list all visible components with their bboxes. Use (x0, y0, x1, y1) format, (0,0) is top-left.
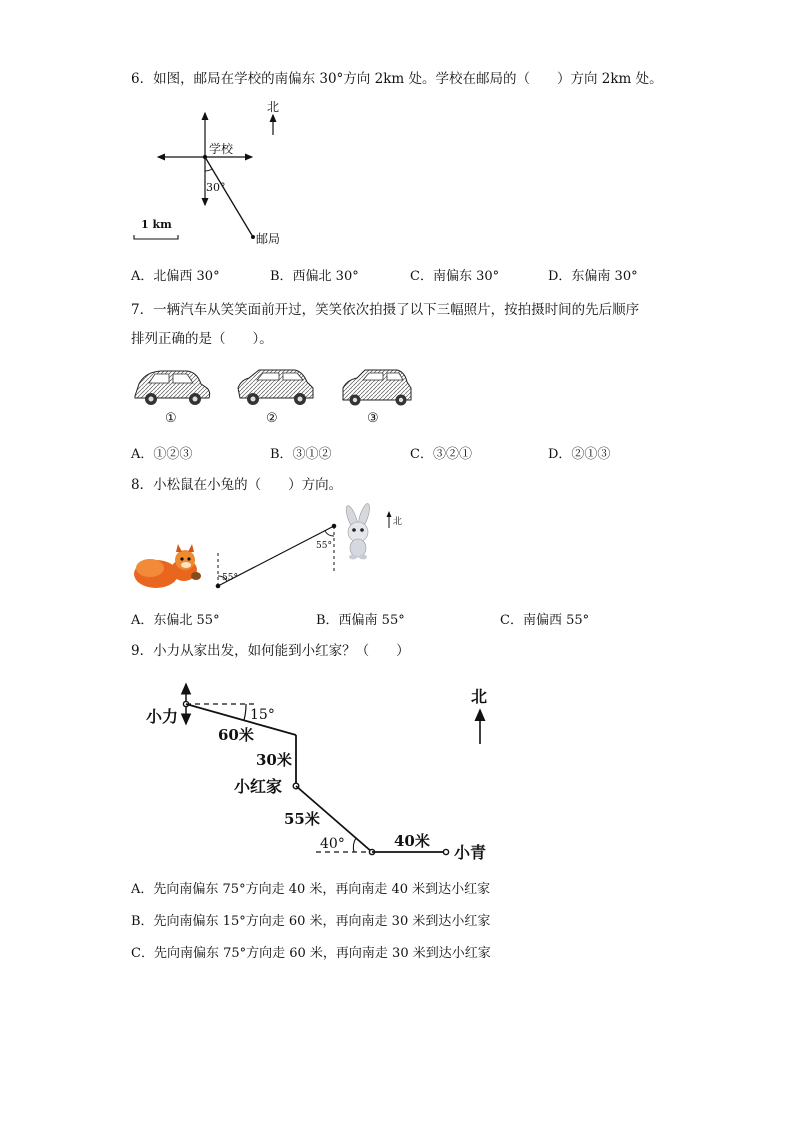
photo-label-2: ② (266, 411, 278, 426)
squirrel-image (134, 544, 201, 588)
car-photo-1 (135, 371, 210, 405)
q8-option-a[interactable]: A．东偏北 55° (131, 613, 220, 628)
q9-angle-15-arc (244, 704, 246, 720)
q6-scale-label: 1 km (141, 218, 172, 231)
q9-figure (140, 678, 510, 868)
q7-stem-line1: 7．一辆汽车从笑笑面前开过，笑笑依次拍摄了以下三幅照片，按拍摄时间的先后顺序 (131, 302, 640, 318)
q9-angle-40-arc (353, 838, 356, 852)
q6-option-c[interactable]: C．南偏东 30° (410, 269, 500, 284)
q8-stem: 8．小松鼠在小兔的（ ）方向。 (131, 477, 343, 493)
q9-option-a[interactable]: A．先向南偏东 75°方向走 40 米，再向南走 40 米到达小红家 (131, 882, 491, 897)
q9-dist-55: 55米 (284, 810, 320, 828)
q7-option-c[interactable]: C．③②① (410, 447, 472, 462)
q6-post-dot (251, 235, 255, 239)
q6-option-b[interactable]: B．西偏北 30° (270, 269, 359, 284)
q9-xiaohong-label: 小红家 (234, 777, 283, 796)
q6-route-line (205, 157, 253, 237)
q8-squirrel-angle: 55° (222, 573, 238, 583)
car-photo-3 (343, 370, 411, 406)
q6-north-label: 北 (267, 100, 280, 114)
q9-dist-30: 30米 (256, 751, 292, 769)
q9-north-label: 北 (471, 687, 488, 706)
q6-scale-bar (134, 235, 178, 239)
q9-xiaoli-label: 小力 (146, 707, 179, 726)
q7-option-a[interactable]: A．①②③ (131, 447, 193, 462)
q6-school-label: 学校 (209, 142, 234, 156)
q6-angle-label: 30° (206, 181, 226, 194)
q9-angle-15: 15° (250, 707, 275, 723)
photo-label-1: ① (165, 411, 177, 426)
q6-stem: 6．如图，邮局在学校的南偏东 30°方向 2km 处。学校在邮局的（ ）方向 2km 处。 (131, 71, 663, 87)
q6-angle-arc (205, 169, 212, 171)
q7-car-photos (125, 362, 425, 428)
q9-dist-60: 60米 (218, 726, 254, 744)
q6-option-a[interactable]: A．北偏西 30° (131, 269, 220, 284)
rabbit-image (344, 502, 372, 559)
q8-option-c[interactable]: C．南偏西 55° (500, 613, 590, 628)
q9-option-c[interactable]: C．先向南偏东 75°方向走 60 米，再向南走 30 米到达小红家 (131, 946, 491, 961)
photo-label-3: ③ (367, 411, 379, 426)
q9-xiaoqing-label: 小青 (454, 843, 487, 862)
q8-figure (128, 500, 418, 596)
q9-option-b[interactable]: B．先向南偏东 15°方向走 60 米，再向南走 30 米到达小红家 (131, 914, 491, 929)
q9-xiaoqing-dot (443, 849, 448, 854)
q6-option-d[interactable]: D．东偏南 30° (548, 269, 638, 284)
q7-option-d[interactable]: D．②①③ (548, 447, 611, 462)
q6-figure (125, 95, 295, 255)
q6-post-label: 邮局 (256, 232, 281, 246)
q8-option-b[interactable]: B．西偏南 55° (316, 613, 405, 628)
q7-option-b[interactable]: B．③①② (270, 447, 332, 462)
q8-squirrel-dot (216, 584, 221, 589)
q8-rabbit-angle-arc (325, 531, 334, 536)
q9-stem: 9．小力从家出发，如何能到小红家？（ ） (131, 643, 410, 659)
q8-rabbit-angle: 55° (316, 541, 332, 551)
q9-dist-40: 40米 (394, 832, 430, 850)
car-photo-2 (238, 370, 313, 405)
q7-stem-line2: 排列正确的是（ ）。 (131, 331, 273, 347)
q8-north-label: 北 (393, 517, 403, 527)
q9-angle-40: 40° (320, 836, 345, 852)
